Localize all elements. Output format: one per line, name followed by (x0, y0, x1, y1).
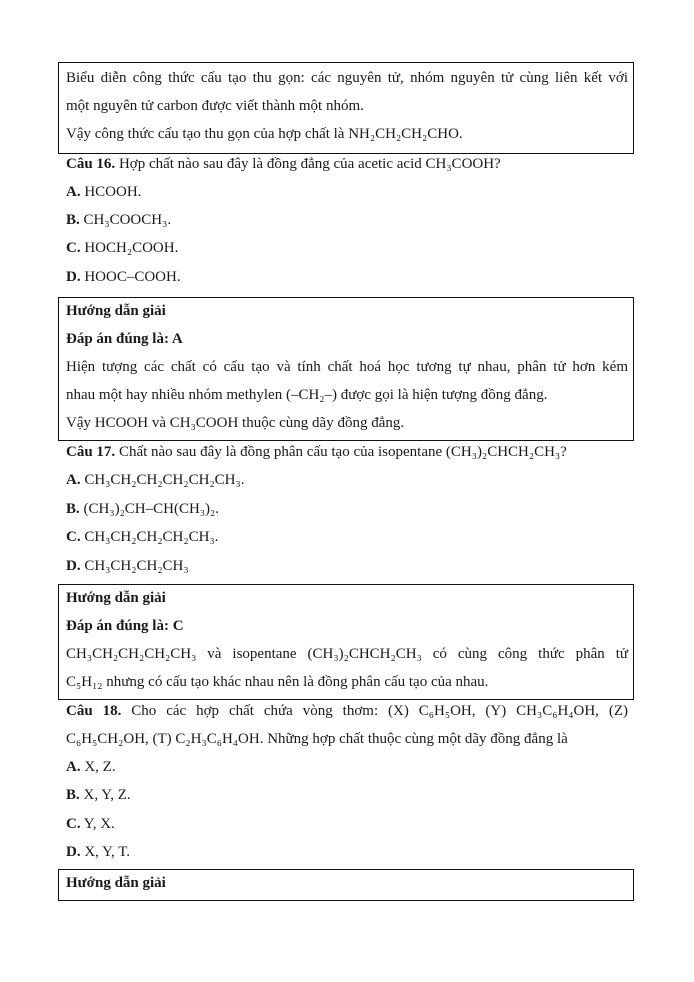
q17-option-b (66, 500, 219, 518)
option-text: X, Y, T. (84, 844, 131, 860)
q16-solution-box (58, 297, 634, 441)
q18-text-1: Cho các hợp chất chứa vòng thơm: (X) C₆H₅OH, (Y) CH₃C₆H₄OH, (Z) (131, 703, 629, 719)
solution-answer: Đáp án đúng là: A (66, 331, 183, 347)
solution-heading: Hướng dẫn giải (66, 590, 166, 606)
q17-stem (66, 443, 567, 461)
q17-solution-box (58, 584, 634, 700)
solution-line-1: CH₃CH₂CH₂CH₂CH₃ và isopentane (CH₃)₂CHCH₂CH₃ có cùng công thức phân tử (66, 646, 628, 662)
option-letter: D. (66, 269, 81, 285)
q18-option-b (66, 786, 131, 804)
solution-heading: Hướng dẫn giải (66, 875, 166, 891)
option-text: HOCH₂COOH. (84, 240, 179, 256)
option-letter: B. (66, 212, 80, 228)
q18-label: Câu 18. (66, 703, 122, 719)
q16-label: Câu 16. (66, 156, 116, 172)
prev-solution-line-3: Vậy công thức cấu tạo thu gọn của hợp chất là NH₂CH₂CH₂CHO. (66, 126, 463, 142)
q18-option-a (66, 758, 116, 776)
option-letter: A. (66, 184, 81, 200)
option-text: (CH₃)₂CH–CH(CH₃)₂. (83, 501, 220, 517)
option-letter: A. (66, 472, 81, 488)
option-text: HOOC–COOH. (84, 269, 181, 285)
option-letter: D. (66, 558, 81, 574)
option-letter: C. (66, 240, 81, 256)
option-text: X, Z. (84, 759, 116, 775)
q16-option-d (66, 268, 181, 286)
option-letter: B. (66, 787, 80, 803)
option-text: HCOOH. (84, 184, 142, 200)
q17-text: Chất nào sau đây là đồng phân cấu tạo của isopentane (CH₃)₂CHCH₂CH₃? (118, 444, 567, 460)
option-text: CH₃CH₂CH₂CH₂CH₃. (84, 529, 219, 545)
option-text: CH₃CH₂CH₂CH₂CH₂CH₃. (84, 472, 245, 488)
option-text: X, Y, Z. (83, 787, 131, 803)
solution-line-1: Hiện tượng các chất có cấu tạo và tính chất hoá học tương tự nhau, phân tử hơn kém (66, 359, 628, 375)
solution-line-2: C₅H₁₂ nhưng có cấu tạo khác nhau nên là đồng phân cấu tạo của nhau. (66, 674, 489, 690)
solution-answer: Đáp án đúng là: C (66, 618, 184, 634)
q16-option-a (66, 183, 141, 201)
solution-line-3: Vậy HCOOH và CH₃COOH thuộc cùng dãy đồng đẳng. (66, 415, 405, 431)
option-text: CH₃COOCH₃. (83, 212, 172, 228)
option-letter: B. (66, 501, 80, 517)
prev-solution-box (58, 62, 634, 154)
q16-stem (66, 155, 501, 173)
q16-option-c (66, 239, 178, 257)
option-letter: C. (66, 816, 81, 832)
option-letter: A. (66, 759, 81, 775)
solution-line-2: nhau một hay nhiều nhóm methylen (–CH₂–) được gọi là hiện tượng đồng đẳng. (66, 387, 548, 403)
prev-solution-line-1: Biểu diễn công thức cấu tạo thu gọn: các nguyên tử, nhóm nguyên tử cùng liên kết với (66, 70, 628, 86)
q17-option-a (66, 471, 245, 489)
q18-option-d (66, 843, 130, 861)
q18-stem-line-1 (66, 702, 628, 720)
q18-option-c (66, 815, 115, 833)
solution-heading: Hướng dẫn giải (66, 303, 166, 319)
option-text: CH₃CH₂CH₂CH₃ (84, 558, 189, 574)
option-text: Y, X. (83, 816, 115, 832)
q17-option-d (66, 557, 189, 575)
q16-option-b (66, 211, 171, 229)
q17-label: Câu 17. (66, 444, 116, 460)
q18-solution-box (58, 869, 634, 901)
option-letter: C. (66, 529, 81, 545)
q18-stem-line-2: C₆H₅CH₂OH, (T) C₂H₃C₆H₄OH. Những hợp chất thuộc cùng một dãy đồng đẳng là (66, 731, 568, 747)
option-letter: D. (66, 844, 81, 860)
q17-option-c (66, 528, 218, 546)
prev-solution-line-2: một nguyên tử carbon được viết thành một nhóm. (66, 98, 364, 114)
q16-text: Hợp chất nào sau đây là đồng đẳng của acetic acid CH₃COOH? (118, 156, 501, 172)
